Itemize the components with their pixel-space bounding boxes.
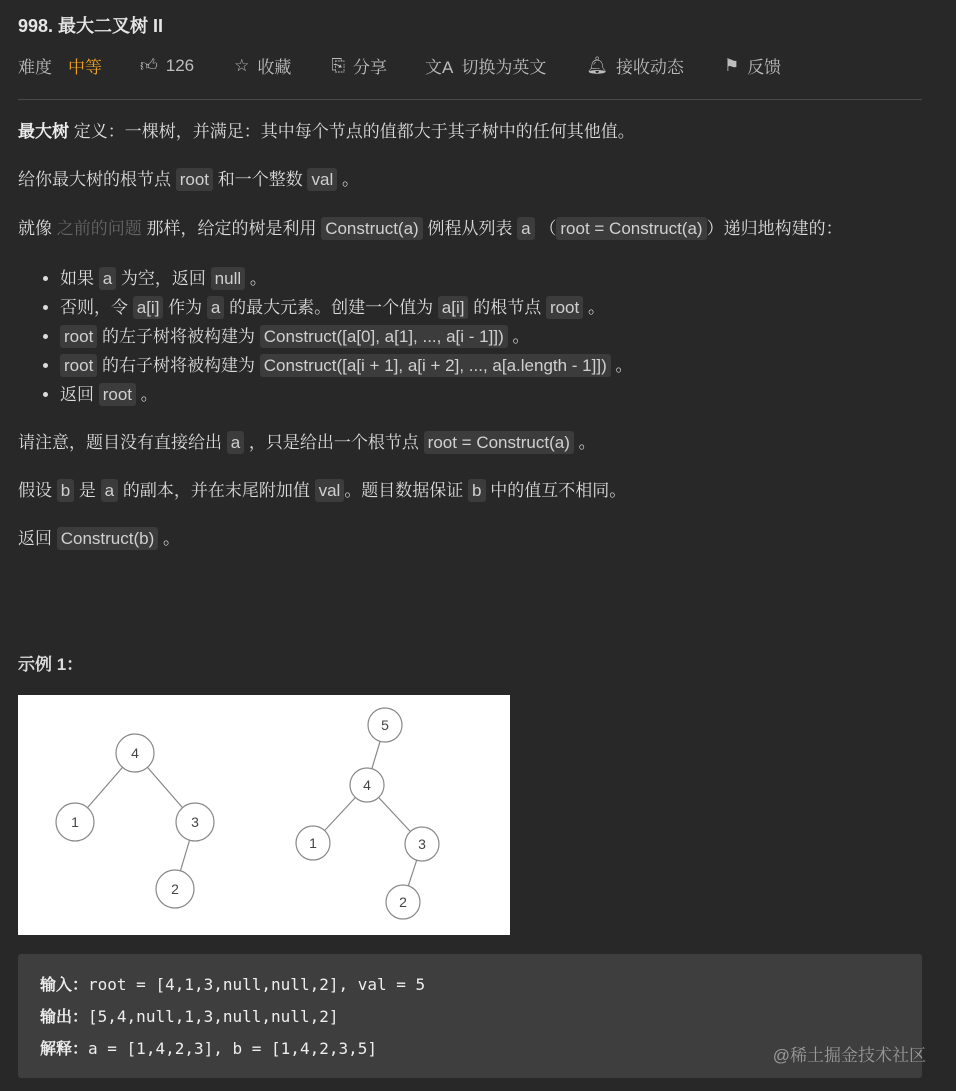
switch-language-label: 切换为英文 [461,58,547,77]
paragraph [18,166,928,194]
explain-line [40,1033,900,1065]
code: root [176,168,213,191]
text: 就像 [18,219,57,238]
text: 如果 [60,269,99,288]
code: root [60,354,97,377]
text: 中的值互不相同。 [485,481,627,500]
text: 的左子树将被构建为 [97,327,260,346]
example-title: 示例 1： [18,655,84,674]
like-count: 126 [165,55,195,75]
output-line [40,1001,900,1033]
code: a [517,217,534,240]
text: ）递归地构建的： [706,219,843,238]
paragraph [18,429,928,457]
favorite-label: 收藏 [257,58,292,77]
explain-value: a = [1,4,2,3], b = [1,4,2,3,5] [88,1039,377,1058]
list-item [60,322,928,351]
explain-label: 解释： [40,1039,89,1058]
text: 假设 [18,481,57,500]
meta-bar [18,53,781,78]
tree-node-label: 2 [399,894,407,910]
code: b [57,479,74,502]
code: a [207,296,224,319]
text: 。 [507,327,530,346]
difficulty-label: 难度 [18,58,52,77]
code: null [211,267,245,290]
text: 返回 [18,529,57,548]
text: 请注意，题目没有直接给出 [18,433,227,452]
text: 。 [337,170,359,189]
input-label: 输入： [40,975,89,994]
switch-language-button[interactable] [425,53,546,78]
thumbs-up-icon: 👍︎ [140,56,158,75]
feedback-button[interactable] [724,53,781,78]
code: Construct(a) [321,217,423,240]
tree-node-label: 4 [363,777,371,793]
text: 否则，令 [60,298,133,317]
text: 。 [158,529,180,548]
code: Construct([a[0], a[1], ..., a[i - 1]]) [260,325,508,348]
text: 。 [610,356,633,375]
code: a [227,431,244,454]
subscribe-label: 接收动态 [615,58,684,77]
watermark: @稀土掘金技术社区 [772,1046,926,1065]
tree-node-label: 3 [191,814,199,830]
tree-diagram [18,695,510,935]
code: b [468,479,485,502]
text: 。 [245,269,267,288]
code: root = Construct(a) [424,431,574,454]
text: 例程从列表 [422,219,518,238]
favorite-button[interactable] [234,53,291,78]
tree-node-label: 3 [418,836,426,852]
text: 的根节点 [468,298,546,317]
translate-icon: 文A [425,58,454,77]
input-value: root = [4,1,3,null,null,2], val = 5 [88,975,426,994]
paragraph [18,214,928,244]
text: 是 [74,481,101,500]
text: 。 [573,433,596,452]
paragraph [18,525,928,553]
subscribe-button[interactable] [586,53,684,78]
page-title: 998. 最大二叉树 II [18,16,164,36]
example-tree-image [18,695,510,935]
code: val [307,168,337,191]
share-label: 分享 [353,58,387,77]
output-label: 输出： [40,1007,89,1026]
code: Construct(b) [57,527,159,550]
tree-node-label: 1 [309,835,317,851]
tree-node-label: 2 [171,881,179,897]
text: 为空，返回 [116,269,211,288]
code: a [101,479,118,502]
text: 的副本，并在末尾附加值 [118,481,315,500]
text: 和一个整数 [213,170,308,189]
input-line [40,969,900,1001]
text: 定义：一棵树，并满足：其中每个节点的值都大于其子树中的任何其他值。 [69,122,635,141]
paragraph [18,477,928,505]
bell-icon: 🔔︎ [586,55,608,75]
text: 。题目数据保证 [344,481,469,500]
text: 。 [136,385,158,404]
code: a[i] [438,296,469,319]
feedback-label: 反馈 [747,58,782,77]
tree-node-label: 5 [381,717,389,733]
code: val [315,479,345,502]
feedback-icon: ⚑ [723,55,740,75]
text: 那样，给定的树是利用 [141,219,322,238]
text: 的最大元素。创建一个值为 [224,298,438,317]
like-button[interactable] [140,55,194,76]
code: Construct([a[i + 1], a[i + 2], ..., a[a.length - 1]]) [260,354,611,377]
text: （ [534,219,557,238]
tree-node-label: 4 [131,745,139,761]
code: a [99,267,116,290]
difficulty-badge: 中等 [68,58,102,77]
tree-node-label: 1 [71,814,79,830]
paragraph [18,118,928,146]
code: root [99,383,136,406]
text: 返回 [60,385,99,404]
code: root [546,296,583,319]
divider [18,99,922,100]
star-icon: ☆ [234,55,250,75]
list-item [60,293,928,322]
problem-description [18,118,928,573]
text: 作为 [163,298,207,317]
code: root = Construct(a) [556,217,706,240]
construct-steps [18,264,928,409]
share-icon: ⎘ [331,55,345,75]
text: 。 [583,298,605,317]
text: 给你最大树的根节点 [18,170,176,189]
share-button[interactable] [331,53,387,78]
output-value: [5,4,null,1,3,null,null,2] [88,1007,339,1026]
list-item [60,380,928,409]
text: 的右子树将被构建为 [97,356,260,375]
code: root [60,325,97,348]
code: a[i] [133,296,164,319]
list-item [60,351,928,380]
bold-term: 最大树 [18,122,69,141]
text: ，只是给出一个根节点 [244,433,424,452]
list-item [60,264,928,293]
previous-problem-link[interactable]: 之前的问题 [56,219,142,238]
